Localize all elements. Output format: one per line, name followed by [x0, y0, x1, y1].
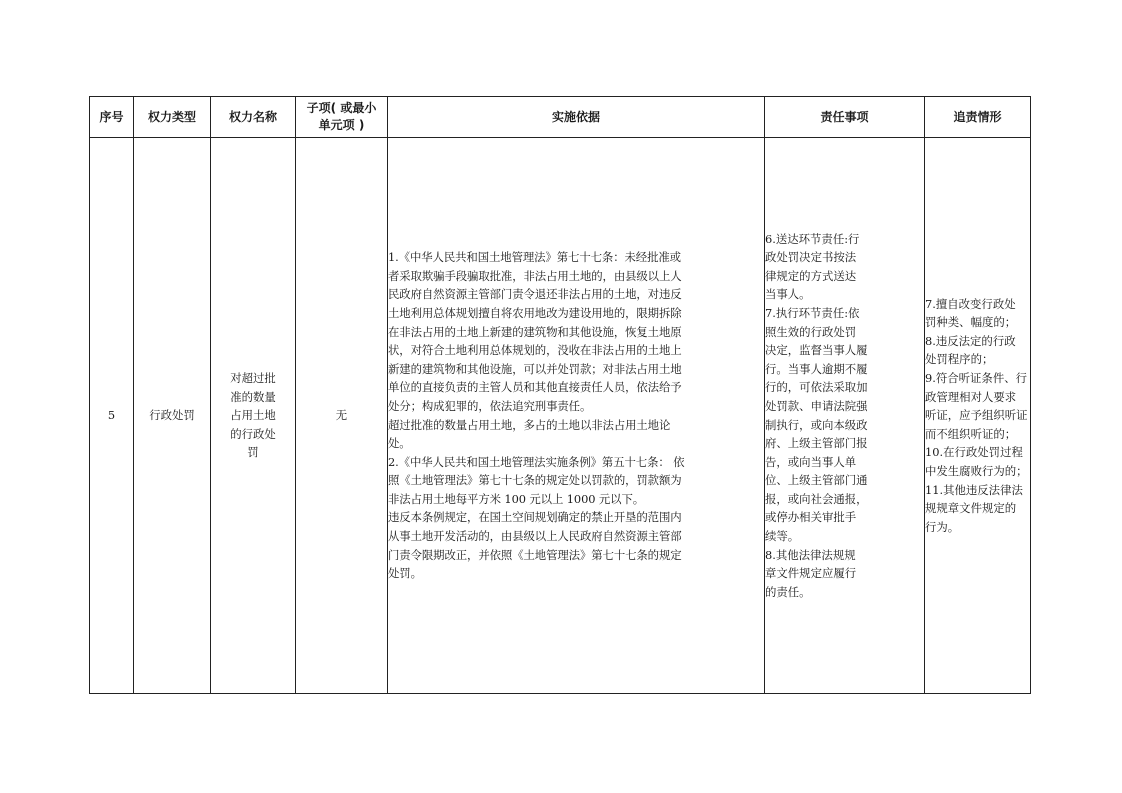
table-row — [90, 138, 1031, 694]
header-responsibility: 责任事项 — [765, 97, 925, 138]
header-row — [90, 97, 1031, 138]
header-power-type: 权力类型 — [134, 97, 211, 138]
header-accountability: 追责情形 — [925, 97, 1031, 138]
header-serial: 序号 — [90, 97, 134, 138]
accountability-text: 7.擅自改变行政处 罚种类、幅度的； 8.违反法定的行政 处罚程序的； 9.符合听证条件、行 政管理相对人要求 听证，应予组织听证 而不组织听证的； 10.在行政处罚过程 中发生腐败行为的； 11.其他违反法律法 规规章文件规定的 行为。 — [925, 296, 1028, 534]
power-list-table — [89, 96, 1031, 694]
cell-responsibility — [765, 138, 925, 694]
cell-basis — [388, 138, 765, 694]
cell-power-name — [211, 138, 296, 694]
basis-text: 1.《中华人民共和国土地管理法》第七十七条：未经批准或 者采取欺骗手段骗取批准，非法占用土地的，由县级以上人 民政府自然资源主管部门责令退还非法占用的土地，对违反 土地利用总体规划擅自将农用地改为建设用地的，限期拆除 在非法占用的土地上新建的建筑物和其他设施，恢复土地原 状，对符合土地利用总体规划的，没收在非法占用的土地上 新建的建筑物和其他设施，可以并处罚款；对非法占用土地 单位的直接负责的主管人员和其他直接责任人员，依法给予 处分；构成犯罪的，依法追究刑事责任。 超过批准的数量占用土地，多占的土地以非法占用土地论 处。 2.《中华人民共和国土地管理法实施条例》第五十七条： 依 照《土地管理法》第七十七条的规定处以罚款的，罚款额为 非法占用土地每平方米 100 元以上 1000 元以下。 违反本条例规定，在国土空间规划确定的禁止开垦的范围内 从事土地开发活动的，由县级以上人民政府自然资源主管部 门责令限期改正，并依照《土地管理法》第七十七条的规定 处罚。 — [388, 250, 685, 581]
header-power-name: 权力名称 — [211, 97, 296, 138]
header-sub-item — [296, 97, 388, 138]
header-basis: 实施依据 — [388, 97, 765, 138]
responsibility-text: 6.送达环节责任:行 政处罚决定书按法 律规定的方式送达 当事人。 7.执行环节责任:依 照生效的行政处罚 决定，监督当事人履 行。当事人逾期不履 行的，可依法采取加 处罚款、申请法院强 制执行，或向本级政 府、上级主管部门报 告，或向当事人单 位、上级主管部门通 报，或向社会通报， 或停办相关审批手 续等。 8.其他法律法规规 章文件规定应履行 的责任。 — [765, 231, 868, 599]
header-sub-item-text: 子项( 或最小 单元项 ) — [306, 101, 377, 132]
cell-accountability — [925, 138, 1031, 694]
cell-serial: 5 — [90, 138, 134, 694]
cell-sub-item: 无 — [296, 138, 388, 694]
power-name-text: 对超过批 准的数量 占用土地 的行政处 罚 — [230, 371, 276, 460]
cell-power-type: 行政处罚 — [134, 138, 211, 694]
